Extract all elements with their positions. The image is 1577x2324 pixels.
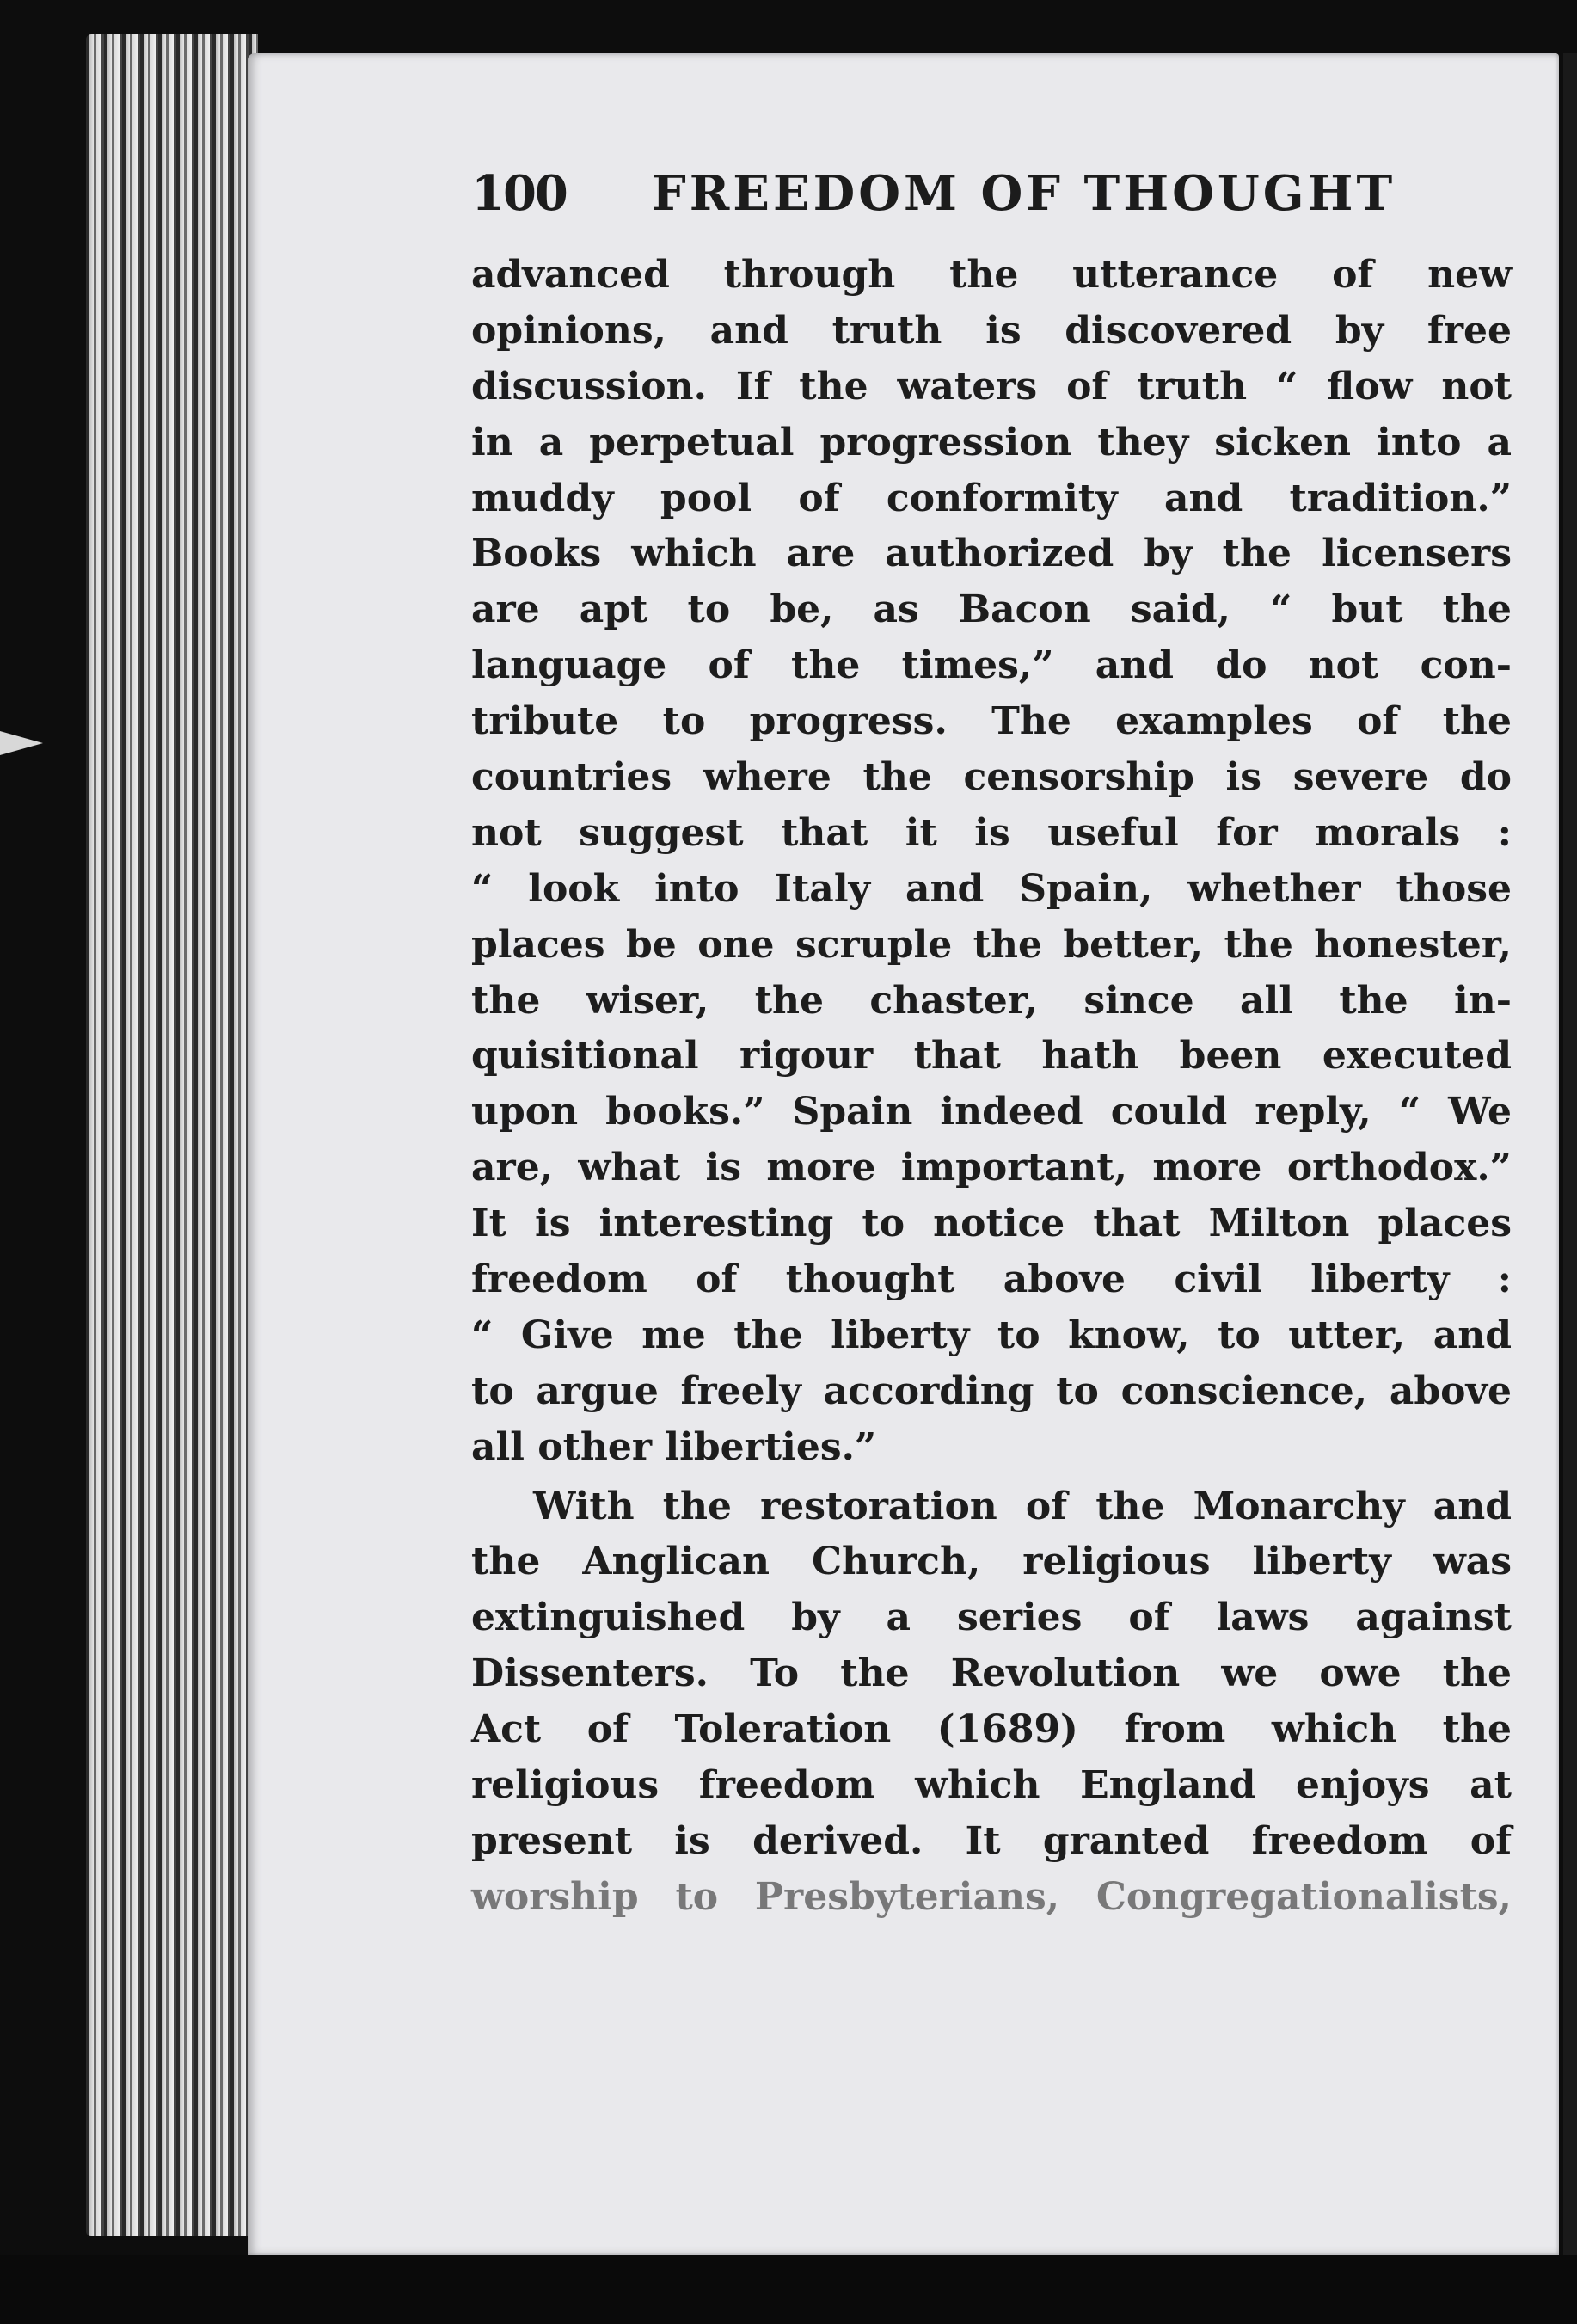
text-line: extinguished by a series of laws against bbox=[471, 1595, 1512, 1640]
text-line: places be one scruple the better, the honester, bbox=[471, 922, 1512, 967]
page-number: 100 bbox=[471, 165, 567, 222]
text-line: advanced through the utterance of new bbox=[471, 253, 1512, 297]
text-line: Act of Toleration (1689) from which the bbox=[471, 1707, 1512, 1752]
running-title: FREEDOM OF THOUGHT bbox=[652, 165, 1396, 222]
body-text bbox=[471, 248, 1512, 1926]
scan-bottom-band bbox=[0, 2255, 1577, 2324]
text-line: tribute to progress. The examples of the bbox=[471, 699, 1512, 744]
text-line: freedom of thought above civil liberty : bbox=[471, 1257, 1512, 1302]
text-line: are apt to be, as Bacon said, “ but the bbox=[471, 587, 1512, 632]
text-line: language of the times,” and do not con- bbox=[471, 643, 1512, 688]
text-line: all other liberties.” bbox=[471, 1424, 877, 1469]
paragraph-1 bbox=[471, 248, 1512, 1476]
text-line: upon books.” Spain indeed could reply, “ We bbox=[471, 1090, 1512, 1134]
text-line: Dissenters. To the Revolution we owe the bbox=[471, 1651, 1512, 1696]
text-line: With the restoration of the Monarchy and bbox=[533, 1484, 1512, 1528]
page-header bbox=[471, 163, 1510, 224]
text-line: “ look into Italy and Spain, whether those bbox=[471, 866, 1512, 911]
text-line: religious freedom which England enjoys at bbox=[471, 1763, 1512, 1808]
binding-mark bbox=[0, 731, 43, 755]
text-line: are, what is more important, more orthodox.” bbox=[471, 1146, 1512, 1190]
page-edges bbox=[86, 34, 258, 2236]
text-line: the Anglican Church, religious liberty was bbox=[471, 1540, 1512, 1584]
text-line: worship to Presbyterians, Congregationalists, bbox=[471, 1874, 1512, 1919]
text-line: present is derived. It granted freedom of bbox=[471, 1818, 1512, 1863]
text-line: “ Give me the liberty to know, to utter, and bbox=[471, 1313, 1512, 1357]
text-line: Books which are authorized by the licensers bbox=[471, 532, 1512, 576]
text-line: opinions, and truth is discovered by free bbox=[471, 308, 1512, 353]
text-line: to argue freely according to conscience, above bbox=[471, 1368, 1512, 1413]
text-line: countries where the censorship is severe do bbox=[471, 755, 1512, 800]
text-line: quisitional rigour that hath been executed bbox=[471, 1034, 1512, 1079]
paragraph-2 bbox=[471, 1479, 1512, 1926]
text-line: the wiser, the chaster, since all the in- bbox=[471, 978, 1512, 1023]
page-right-edge bbox=[1563, 53, 1577, 2255]
text-line: in a perpetual progression they sicken into a bbox=[471, 420, 1512, 464]
text-line: not suggest that it is useful for morals : bbox=[471, 810, 1512, 855]
text-line: It is interesting to notice that Milton places bbox=[471, 1202, 1512, 1246]
text-line: discussion. If the waters of truth “ flow not bbox=[471, 364, 1512, 409]
text-line: muddy pool of conformity and tradition.” bbox=[471, 476, 1512, 520]
